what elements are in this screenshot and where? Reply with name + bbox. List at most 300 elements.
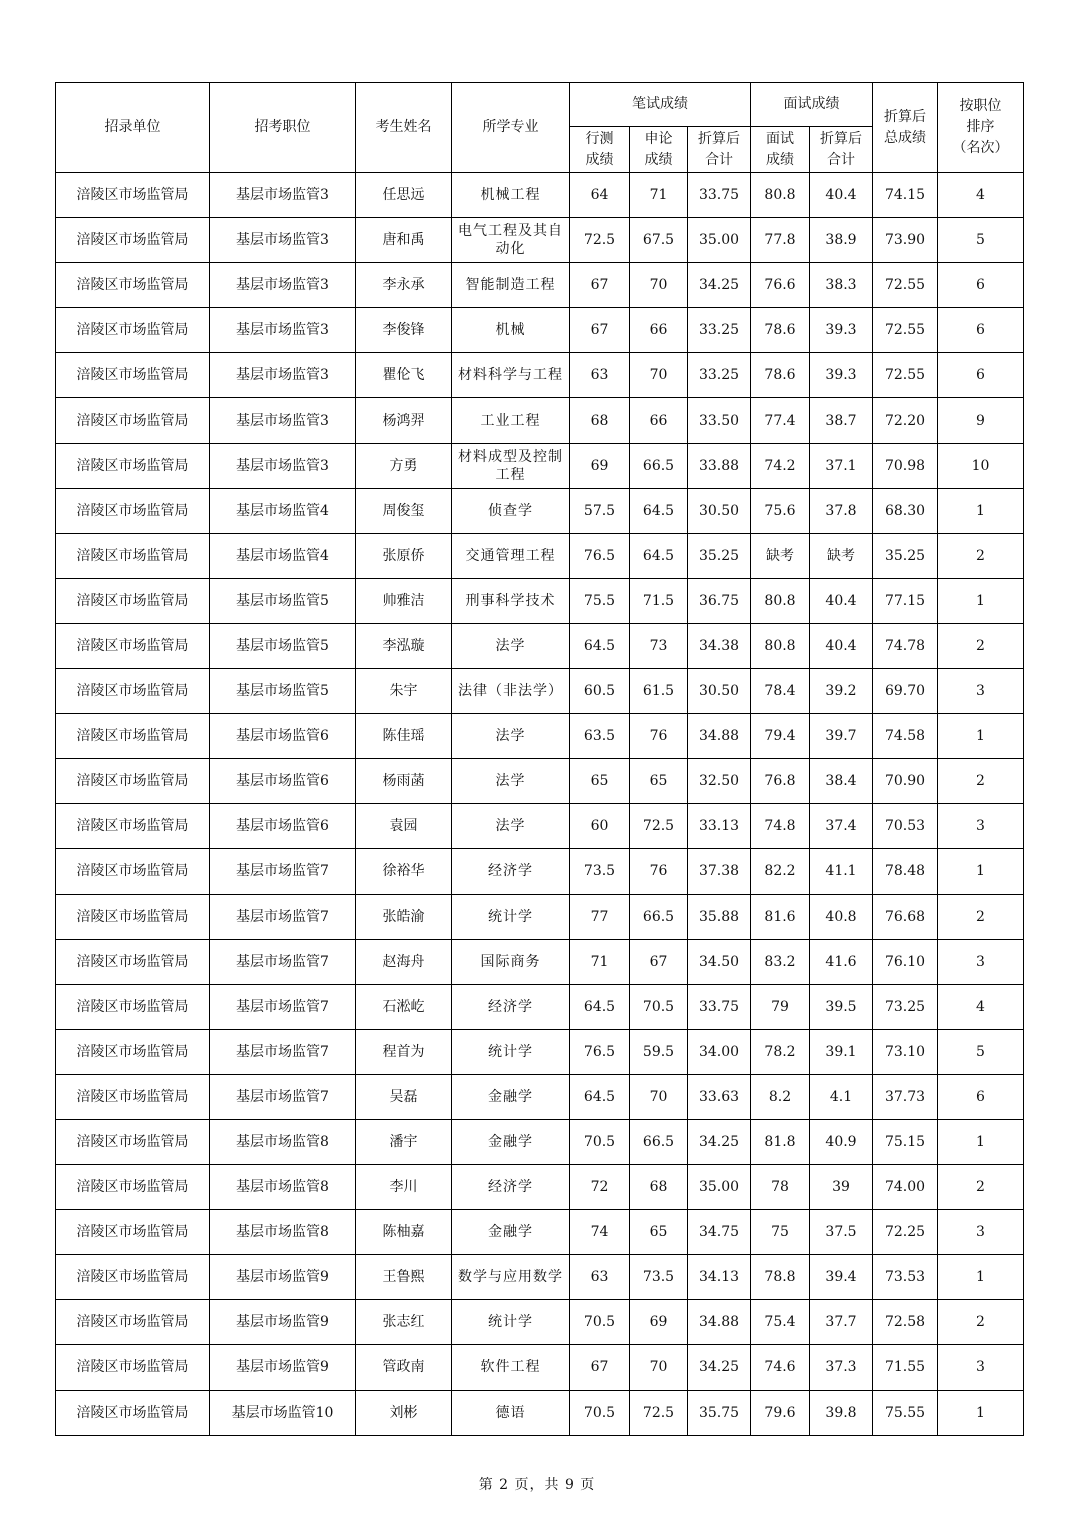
cell-name: 徐裕华 [356, 849, 452, 894]
cell-unit: 涪陵区市场监管局 [56, 173, 210, 218]
cell-name: 周俊玺 [356, 488, 452, 533]
cell-name: 吴磊 [356, 1074, 452, 1119]
cell-unit: 涪陵区市场监管局 [56, 578, 210, 623]
cell-unit: 涪陵区市场监管局 [56, 714, 210, 759]
cell-unit: 涪陵区市场监管局 [56, 669, 210, 714]
cell-written-total: 34.25 [688, 1345, 751, 1390]
cell-rank: 9 [938, 398, 1024, 443]
cell-total: 72.55 [873, 353, 938, 398]
cell-shenlun: 71 [630, 173, 688, 218]
header-rank: 按职位 排序 （名次） [938, 83, 1024, 173]
cell-interview-total: 40.4 [810, 173, 873, 218]
cell-interview: 76.6 [751, 263, 810, 308]
cell-unit: 涪陵区市场监管局 [56, 623, 210, 668]
cell-rank: 1 [938, 488, 1024, 533]
cell-major: 金融学 [452, 1210, 570, 1255]
cell-name: 潘宇 [356, 1119, 452, 1164]
cell-major: 交通管理工程 [452, 533, 570, 578]
cell-interview: 74.8 [751, 804, 810, 849]
cell-unit: 涪陵区市场监管局 [56, 1300, 210, 1345]
cell-position: 基层市场监管3 [210, 443, 356, 488]
cell-interview-total: 缺考 [810, 533, 873, 578]
cell-shenlun: 64.5 [630, 488, 688, 533]
cell-written-total: 34.88 [688, 714, 751, 759]
cell-name: 杨雨菡 [356, 759, 452, 804]
cell-rank: 5 [938, 1029, 1024, 1074]
cell-name: 李俊锋 [356, 308, 452, 353]
cell-total: 74.78 [873, 623, 938, 668]
cell-major: 电气工程及其自动化 [452, 218, 570, 263]
cell-rank: 1 [938, 1119, 1024, 1164]
cell-interview: 78 [751, 1165, 810, 1210]
cell-written-total: 33.25 [688, 308, 751, 353]
cell-rank: 2 [938, 1165, 1024, 1210]
cell-name: 王鲁熙 [356, 1255, 452, 1300]
cell-rank: 10 [938, 443, 1024, 488]
cell-position: 基层市场监管9 [210, 1300, 356, 1345]
cell-written-total: 35.25 [688, 533, 751, 578]
cell-unit: 涪陵区市场监管局 [56, 353, 210, 398]
cell-position: 基层市场监管5 [210, 578, 356, 623]
cell-interview: 79 [751, 984, 810, 1029]
header-name: 考生姓名 [356, 83, 452, 173]
cell-shenlun: 70 [630, 353, 688, 398]
cell-major: 法律（非法学） [452, 669, 570, 714]
cell-name: 帅雅洁 [356, 578, 452, 623]
cell-interview: 77.4 [751, 398, 810, 443]
cell-xingce: 64.5 [570, 1074, 630, 1119]
cell-rank: 1 [938, 714, 1024, 759]
cell-interview: 74.6 [751, 1345, 810, 1390]
cell-rank: 3 [938, 1210, 1024, 1255]
cell-rank: 5 [938, 218, 1024, 263]
table-row [56, 804, 1024, 849]
cell-name: 杨鸿羿 [356, 398, 452, 443]
table-row [56, 669, 1024, 714]
cell-total: 75.55 [873, 1390, 938, 1435]
cell-name: 刘彬 [356, 1390, 452, 1435]
cell-rank: 2 [938, 623, 1024, 668]
cell-major: 统计学 [452, 894, 570, 939]
cell-position: 基层市场监管7 [210, 1029, 356, 1074]
cell-total: 35.25 [873, 533, 938, 578]
cell-major: 数学与应用数学 [452, 1255, 570, 1300]
table-row [56, 1300, 1024, 1345]
cell-shenlun: 64.5 [630, 533, 688, 578]
cell-name: 张皓渝 [356, 894, 452, 939]
cell-total: 74.15 [873, 173, 938, 218]
cell-total: 72.58 [873, 1300, 938, 1345]
cell-xingce: 64.5 [570, 984, 630, 1029]
cell-written-total: 33.25 [688, 353, 751, 398]
cell-shenlun: 66.5 [630, 1119, 688, 1164]
cell-total: 69.70 [873, 669, 938, 714]
cell-unit: 涪陵区市场监管局 [56, 1255, 210, 1300]
cell-total: 37.73 [873, 1074, 938, 1119]
header-position: 招考职位 [210, 83, 356, 173]
cell-major: 机械 [452, 308, 570, 353]
cell-shenlun: 59.5 [630, 1029, 688, 1074]
cell-major: 经济学 [452, 1165, 570, 1210]
table-row [56, 1029, 1024, 1074]
cell-name: 唐和禹 [356, 218, 452, 263]
cell-shenlun: 66.5 [630, 443, 688, 488]
cell-interview: 80.8 [751, 173, 810, 218]
cell-unit: 涪陵区市场监管局 [56, 533, 210, 578]
cell-xingce: 75.5 [570, 578, 630, 623]
cell-major: 机械工程 [452, 173, 570, 218]
cell-interview: 81.6 [751, 894, 810, 939]
table-row [56, 443, 1024, 488]
cell-shenlun: 66 [630, 398, 688, 443]
cell-rank: 1 [938, 849, 1024, 894]
cell-major: 德语 [452, 1390, 570, 1435]
cell-xingce: 67 [570, 263, 630, 308]
cell-major: 金融学 [452, 1074, 570, 1119]
cell-name: 袁园 [356, 804, 452, 849]
cell-interview-total: 4.1 [810, 1074, 873, 1119]
cell-xingce: 74 [570, 1210, 630, 1255]
cell-written-total: 30.50 [688, 669, 751, 714]
cell-interview: 8.2 [751, 1074, 810, 1119]
cell-shenlun: 71.5 [630, 578, 688, 623]
cell-unit: 涪陵区市场监管局 [56, 488, 210, 533]
header-unit: 招录单位 [56, 83, 210, 173]
cell-shenlun: 76 [630, 714, 688, 759]
cell-interview: 82.2 [751, 849, 810, 894]
cell-rank: 2 [938, 533, 1024, 578]
cell-interview-total: 38.7 [810, 398, 873, 443]
cell-interview: 78.6 [751, 308, 810, 353]
table-row [56, 1165, 1024, 1210]
cell-written-total: 33.50 [688, 398, 751, 443]
cell-total: 73.25 [873, 984, 938, 1029]
cell-interview-total: 37.7 [810, 1300, 873, 1345]
table-row [56, 1390, 1024, 1435]
cell-name: 石淞屹 [356, 984, 452, 1029]
cell-unit: 涪陵区市场监管局 [56, 398, 210, 443]
cell-name: 张志红 [356, 1300, 452, 1345]
cell-interview-total: 40.9 [810, 1119, 873, 1164]
cell-written-total: 33.88 [688, 443, 751, 488]
cell-interview-total: 41.6 [810, 939, 873, 984]
cell-written-total: 34.25 [688, 263, 751, 308]
cell-shenlun: 66 [630, 308, 688, 353]
cell-name: 瞿伦飞 [356, 353, 452, 398]
cell-written-total: 34.00 [688, 1029, 751, 1074]
cell-interview-total: 40.4 [810, 578, 873, 623]
header-interview-score: 面试 成绩 [751, 127, 810, 173]
cell-xingce: 64.5 [570, 623, 630, 668]
cell-interview: 79.6 [751, 1390, 810, 1435]
cell-xingce: 77 [570, 894, 630, 939]
cell-shenlun: 67 [630, 939, 688, 984]
header-total: 折算后 总成绩 [873, 83, 938, 173]
cell-unit: 涪陵区市场监管局 [56, 939, 210, 984]
cell-interview-total: 39 [810, 1165, 873, 1210]
cell-major: 刑事科学技术 [452, 578, 570, 623]
header-major: 所学专业 [452, 83, 570, 173]
cell-interview: 75.6 [751, 488, 810, 533]
cell-rank: 3 [938, 804, 1024, 849]
table-row [56, 308, 1024, 353]
cell-xingce: 68 [570, 398, 630, 443]
cell-unit: 涪陵区市场监管局 [56, 308, 210, 353]
cell-interview-total: 40.8 [810, 894, 873, 939]
cell-unit: 涪陵区市场监管局 [56, 1029, 210, 1074]
cell-shenlun: 72.5 [630, 1390, 688, 1435]
cell-interview-total: 38.9 [810, 218, 873, 263]
cell-position: 基层市场监管5 [210, 623, 356, 668]
table-row [56, 1255, 1024, 1300]
cell-position: 基层市场监管8 [210, 1210, 356, 1255]
cell-major: 经济学 [452, 984, 570, 1029]
cell-total: 72.55 [873, 308, 938, 353]
cell-interview-total: 38.4 [810, 759, 873, 804]
table-row [56, 173, 1024, 218]
cell-interview-total: 38.3 [810, 263, 873, 308]
cell-shenlun: 65 [630, 1210, 688, 1255]
cell-unit: 涪陵区市场监管局 [56, 894, 210, 939]
cell-interview-total: 39.4 [810, 1255, 873, 1300]
cell-xingce: 67 [570, 308, 630, 353]
page-number: 第 2 页，共 9 页 [478, 1477, 596, 1493]
cell-rank: 2 [938, 1300, 1024, 1345]
cell-name: 李永承 [356, 263, 452, 308]
cell-shenlun: 61.5 [630, 669, 688, 714]
table-row [56, 353, 1024, 398]
cell-shenlun: 66.5 [630, 894, 688, 939]
cell-position: 基层市场监管9 [210, 1345, 356, 1390]
table-row [56, 1119, 1024, 1164]
cell-total: 73.90 [873, 218, 938, 263]
cell-position: 基层市场监管8 [210, 1119, 356, 1164]
cell-rank: 6 [938, 353, 1024, 398]
cell-shenlun: 70 [630, 263, 688, 308]
cell-interview-total: 40.4 [810, 623, 873, 668]
cell-interview-total: 39.1 [810, 1029, 873, 1074]
cell-shenlun: 65 [630, 759, 688, 804]
cell-unit: 涪陵区市场监管局 [56, 849, 210, 894]
cell-rank: 4 [938, 984, 1024, 1029]
table-body [56, 173, 1024, 1436]
table-row [56, 488, 1024, 533]
table-row [56, 714, 1024, 759]
cell-rank: 6 [938, 308, 1024, 353]
cell-interview: 79.4 [751, 714, 810, 759]
cell-position: 基层市场监管6 [210, 714, 356, 759]
header-interview: 面试成绩 [751, 83, 873, 127]
cell-name: 李泓璇 [356, 623, 452, 668]
cell-xingce: 60.5 [570, 669, 630, 714]
table-row [56, 849, 1024, 894]
cell-interview-total: 39.3 [810, 353, 873, 398]
cell-total: 72.55 [873, 263, 938, 308]
cell-interview: 75.4 [751, 1300, 810, 1345]
table-row [56, 1345, 1024, 1390]
cell-unit: 涪陵区市场监管局 [56, 984, 210, 1029]
cell-total: 70.53 [873, 804, 938, 849]
cell-position: 基层市场监管6 [210, 759, 356, 804]
cell-xingce: 70.5 [570, 1119, 630, 1164]
cell-total: 73.10 [873, 1029, 938, 1074]
cell-interview: 74.2 [751, 443, 810, 488]
cell-xingce: 64 [570, 173, 630, 218]
table-row [56, 533, 1024, 578]
cell-position: 基层市场监管3 [210, 263, 356, 308]
cell-unit: 涪陵区市场监管局 [56, 1210, 210, 1255]
cell-shenlun: 68 [630, 1165, 688, 1210]
cell-rank: 2 [938, 759, 1024, 804]
cell-major: 工业工程 [452, 398, 570, 443]
cell-written-total: 33.13 [688, 804, 751, 849]
cell-interview: 78.6 [751, 353, 810, 398]
cell-unit: 涪陵区市场监管局 [56, 218, 210, 263]
cell-written-total: 34.75 [688, 1210, 751, 1255]
cell-interview: 80.8 [751, 623, 810, 668]
cell-written-total: 37.38 [688, 849, 751, 894]
cell-rank: 6 [938, 1074, 1024, 1119]
cell-position: 基层市场监管7 [210, 894, 356, 939]
cell-written-total: 32.50 [688, 759, 751, 804]
cell-unit: 涪陵区市场监管局 [56, 759, 210, 804]
cell-written-total: 34.50 [688, 939, 751, 984]
cell-major: 软件工程 [452, 1345, 570, 1390]
cell-position: 基层市场监管3 [210, 308, 356, 353]
cell-name: 陈柚嘉 [356, 1210, 452, 1255]
cell-shenlun: 67.5 [630, 218, 688, 263]
cell-position: 基层市场监管7 [210, 984, 356, 1029]
cell-name: 陈佳瑶 [356, 714, 452, 759]
cell-position: 基层市场监管4 [210, 488, 356, 533]
cell-interview-total: 39.3 [810, 308, 873, 353]
header-interview-total: 折算后 合计 [810, 127, 873, 173]
cell-interview-total: 37.1 [810, 443, 873, 488]
cell-major: 统计学 [452, 1300, 570, 1345]
cell-xingce: 63 [570, 353, 630, 398]
cell-position: 基层市场监管5 [210, 669, 356, 714]
table-row [56, 398, 1024, 443]
cell-rank: 3 [938, 939, 1024, 984]
cell-position: 基层市场监管7 [210, 939, 356, 984]
cell-major: 材料成型及控制工程 [452, 443, 570, 488]
cell-written-total: 34.13 [688, 1255, 751, 1300]
cell-position: 基层市场监管4 [210, 533, 356, 578]
cell-interview: 75 [751, 1210, 810, 1255]
cell-position: 基层市场监管3 [210, 398, 356, 443]
cell-major: 材料科学与工程 [452, 353, 570, 398]
cell-shenlun: 69 [630, 1300, 688, 1345]
cell-interview-total: 37.4 [810, 804, 873, 849]
cell-written-total: 33.75 [688, 173, 751, 218]
cell-name: 程首为 [356, 1029, 452, 1074]
cell-written-total: 34.38 [688, 623, 751, 668]
cell-written-total: 34.25 [688, 1119, 751, 1164]
cell-interview-total: 37.5 [810, 1210, 873, 1255]
cell-unit: 涪陵区市场监管局 [56, 1074, 210, 1119]
cell-position: 基层市场监管3 [210, 173, 356, 218]
table-header [56, 83, 1024, 173]
cell-xingce: 70.5 [570, 1390, 630, 1435]
cell-name: 方勇 [356, 443, 452, 488]
cell-interview-total: 39.7 [810, 714, 873, 759]
cell-interview: 77.8 [751, 218, 810, 263]
cell-xingce: 63 [570, 1255, 630, 1300]
cell-rank: 3 [938, 669, 1024, 714]
cell-major: 智能制造工程 [452, 263, 570, 308]
cell-major: 法学 [452, 714, 570, 759]
cell-xingce: 60 [570, 804, 630, 849]
cell-written-total: 33.75 [688, 984, 751, 1029]
cell-interview-total: 41.1 [810, 849, 873, 894]
cell-xingce: 71 [570, 939, 630, 984]
cell-position: 基层市场监管3 [210, 218, 356, 263]
cell-total: 71.55 [873, 1345, 938, 1390]
cell-shenlun: 76 [630, 849, 688, 894]
cell-position: 基层市场监管10 [210, 1390, 356, 1435]
cell-unit: 涪陵区市场监管局 [56, 804, 210, 849]
cell-name: 李川 [356, 1165, 452, 1210]
cell-rank: 3 [938, 1345, 1024, 1390]
cell-total: 70.90 [873, 759, 938, 804]
cell-shenlun: 70 [630, 1345, 688, 1390]
cell-interview: 78.2 [751, 1029, 810, 1074]
cell-written-total: 35.00 [688, 1165, 751, 1210]
cell-interview: 78.4 [751, 669, 810, 714]
cell-interview: 80.8 [751, 578, 810, 623]
cell-xingce: 67 [570, 1345, 630, 1390]
cell-name: 赵海舟 [356, 939, 452, 984]
cell-major: 金融学 [452, 1119, 570, 1164]
cell-written-total: 36.75 [688, 578, 751, 623]
cell-major: 侦查学 [452, 488, 570, 533]
cell-major: 经济学 [452, 849, 570, 894]
cell-major: 法学 [452, 623, 570, 668]
cell-xingce: 73.5 [570, 849, 630, 894]
cell-xingce: 70.5 [570, 1300, 630, 1345]
cell-shenlun: 70 [630, 1074, 688, 1119]
cell-position: 基层市场监管8 [210, 1165, 356, 1210]
cell-major: 统计学 [452, 1029, 570, 1074]
header-written-xingce: 行测 成绩 [570, 127, 630, 173]
cell-shenlun: 72.5 [630, 804, 688, 849]
header-written-shenlun: 申论 成绩 [630, 127, 688, 173]
cell-major: 法学 [452, 759, 570, 804]
cell-rank: 2 [938, 894, 1024, 939]
cell-total: 72.20 [873, 398, 938, 443]
cell-unit: 涪陵区市场监管局 [56, 443, 210, 488]
table-row [56, 578, 1024, 623]
cell-unit: 涪陵区市场监管局 [56, 263, 210, 308]
header-written: 笔试成绩 [570, 83, 751, 127]
cell-unit: 涪陵区市场监管局 [56, 1165, 210, 1210]
cell-total: 77.15 [873, 578, 938, 623]
cell-shenlun: 73 [630, 623, 688, 668]
cell-total: 68.30 [873, 488, 938, 533]
cell-total: 75.15 [873, 1119, 938, 1164]
cell-written-total: 35.00 [688, 218, 751, 263]
cell-rank: 1 [938, 578, 1024, 623]
table-row [56, 263, 1024, 308]
cell-total: 78.48 [873, 849, 938, 894]
cell-total: 74.58 [873, 714, 938, 759]
table-row [56, 623, 1024, 668]
cell-xingce: 65 [570, 759, 630, 804]
cell-xingce: 57.5 [570, 488, 630, 533]
cell-interview-total: 37.8 [810, 488, 873, 533]
cell-written-total: 35.75 [688, 1390, 751, 1435]
cell-rank: 6 [938, 263, 1024, 308]
